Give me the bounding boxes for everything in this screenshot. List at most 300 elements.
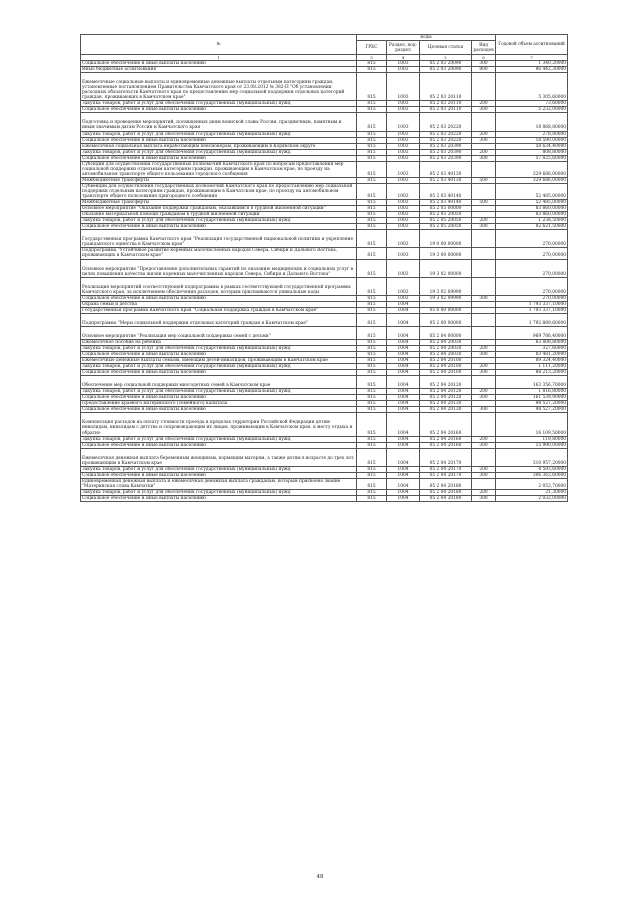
row-expense-type: 300 (472, 395, 496, 401)
table-row (81, 277, 568, 295)
row-grbs: 815 (357, 113, 387, 131)
row-amount: 5 305,60000 (496, 73, 568, 101)
row-grbs: 815 (357, 149, 387, 155)
header-total: Годовой объем ассигнований (496, 35, 568, 55)
row-expense-type: 500 (472, 177, 496, 183)
row-grbs: 815 (357, 277, 387, 295)
row-razdel: 1003 (387, 101, 420, 107)
row-name: Социальное обеспечение и иные выплаты населению (81, 107, 357, 113)
row-target-article: 05 2 04 20130 (420, 401, 472, 407)
row-amount: 1 816,80000 (496, 389, 568, 395)
table-row (81, 478, 568, 489)
index-cell: 4 (387, 55, 420, 61)
row-name: Субсидии для осуществления государственных полномочий Камчатского края по вопросам предоставления мер социальной поддержки отдельным категориям граждан, проживающим в Камчатском крае, по проезду на автомобильном транспорте общего пользования городского сообщения (81, 161, 357, 177)
row-razdel: 1004 (387, 496, 420, 502)
row-amount: 1 792 889,60000 (496, 313, 568, 326)
row-target-article: 05 2 04 20160 (420, 413, 472, 436)
row-target-article: 05 2 03 40140 (420, 200, 472, 206)
row-razdel: 1004 (387, 442, 420, 448)
row-target-article: 05 2 04 20180 (420, 489, 472, 495)
row-expense-type (472, 183, 496, 199)
row-name: Социальное обеспечение и иные выплаты населению (81, 395, 357, 401)
row-name: Социальное обеспечение и иные выплаты населению (81, 370, 357, 376)
row-target-article: 05 2 03 20110 (420, 101, 472, 107)
row-target-article: 05 2 05 20050 (420, 218, 472, 224)
row-razdel: 1003 (387, 206, 420, 212)
row-grbs: 815 (357, 339, 387, 345)
row-amount: 163 356,70000 (496, 376, 568, 389)
row-amount: 21,30000 (496, 489, 568, 495)
row-name: Основное мероприятие "Реализация мер социальной поддержки семей с детьми" (81, 326, 357, 339)
row-expense-type (472, 313, 496, 326)
row-name: Социальное обеспечение и иные выплаты населению (81, 137, 357, 143)
row-grbs: 815 (357, 313, 387, 326)
row-target-article: 05 2 04 00000 (420, 326, 472, 339)
row-razdel: 1004 (387, 489, 420, 495)
row-name: Ежемесячная социальная выплата неработающим пенсионерам, проживающим в Корякском округе (81, 143, 357, 149)
row-amount: 73,60000 (496, 101, 568, 107)
row-amount: 969 786,40000 (496, 326, 568, 339)
row-razdel: 1004 (387, 301, 420, 307)
table-row (81, 448, 568, 466)
row-expense-type (472, 230, 496, 248)
row-amount: 1 111,20000 (496, 364, 568, 370)
row-name: Государственная программа Камчатского края "Реализация государственной национальной политики и укрепление гражданского единства в Камчатском крае" (81, 230, 357, 248)
row-amount: 270,00000 (496, 277, 568, 295)
row-grbs: 815 (357, 61, 387, 67)
table-row (81, 496, 568, 502)
table-row (81, 161, 568, 177)
row-grbs: 815 (357, 295, 387, 301)
row-razdel: 1003 (387, 73, 420, 101)
row-amount: 2 032,00000 (496, 496, 568, 502)
row-razdel: 1004 (387, 401, 420, 407)
row-razdel: 1003 (387, 218, 420, 224)
row-grbs: 815 (357, 395, 387, 401)
index-cell: 5 (420, 55, 472, 61)
row-razdel: 1003 (387, 224, 420, 230)
row-amount: 16 109,50000 (496, 413, 568, 436)
row-amount: 98 527,20000 (496, 401, 568, 407)
row-amount: 83 860,00000 (496, 212, 568, 218)
row-grbs: 815 (357, 206, 387, 212)
row-name: Предоставление краевого материнского (семейного) капитала (81, 401, 357, 407)
row-grbs: 815 (357, 407, 387, 413)
table-row (81, 376, 568, 389)
row-expense-type: 200 (472, 489, 496, 495)
row-razdel: 1004 (387, 472, 420, 478)
row-name: Социальное обеспечение и иные выплаты населению (81, 352, 357, 358)
table-body (81, 61, 568, 502)
row-amount: 4 593,60000 (496, 466, 568, 472)
index-cell: 3 (357, 55, 387, 61)
row-razdel: 1003 (387, 248, 420, 259)
row-expense-type: 300 (472, 407, 496, 413)
row-razdel: 1004 (387, 478, 420, 489)
row-razdel: 1003 (387, 177, 420, 183)
row-target-article: 05 2 03 20390 (420, 143, 472, 149)
row-target-article: 05 2 04 20180 (420, 496, 472, 502)
row-razdel: 1003 (387, 183, 420, 199)
table-row (81, 230, 568, 248)
row-razdel: 1003 (387, 161, 420, 177)
row-amount: 1 340,20000 (496, 61, 568, 67)
row-razdel: 1004 (387, 370, 420, 376)
row-expense-type: 300 (472, 496, 496, 502)
row-name: Закупка товаров, работ и услуг для обеспечения государственных (муниципальных) нужд (81, 389, 357, 395)
page-number: 48 (316, 874, 324, 880)
row-name: Закупка товаров, работ и услуг для обеспечения государственных (муниципальных) нужд (81, 364, 357, 370)
row-name: Обеспечение мер социальной поддержки многодетных семей в Камчатском крае (81, 376, 357, 389)
row-grbs: 815 (357, 358, 387, 364)
row-amount: 327,60000 (496, 345, 568, 351)
row-expense-type (472, 413, 496, 436)
row-target-article: 05 2 03 20390 (420, 155, 472, 161)
row-amount: 57 825,60000 (496, 155, 568, 161)
row-amount: 329 686,00000 (496, 161, 568, 177)
row-name: Компенсация расходов на оплату стоимости проезда в пределах территории Российской Федерации детям-инвалидам, инвалидам с детства и сопровождающим их лицам, проживающим в Камчатском крае, к месту отдыха и обратно (81, 413, 357, 436)
row-target-article: 05 2 00 00000 (420, 313, 472, 326)
row-target-article: 05 2 04 20170 (420, 472, 472, 478)
row-expense-type (472, 248, 496, 259)
row-expense-type: 300 (472, 61, 496, 67)
row-razdel: 1004 (387, 358, 420, 364)
budget-table (80, 34, 568, 502)
row-target-article: 05 2 04 20120 (420, 389, 472, 395)
row-name: Подготовка и проведение мероприятий, посвященных дням воинской славы России, праздничным, памятным и иным значимым датам России и Камчатского края (81, 113, 357, 131)
row-name: Закупка товаров, работ и услуг для обеспечения государственных (муниципальных) нужд (81, 345, 357, 351)
row-expense-type: 200 (472, 364, 496, 370)
row-razdel: 1003 (387, 212, 420, 218)
row-name: Социальное обеспечение и иные выплаты населению (81, 472, 357, 478)
row-expense-type: 200 (472, 389, 496, 395)
row-grbs: 815 (357, 161, 387, 177)
row-razdel: 1003 (387, 295, 420, 301)
row-grbs: 815 (357, 345, 387, 351)
row-expense-type: 200 (472, 345, 496, 351)
row-target-article: 05 2 04 20100 (420, 364, 472, 370)
row-target-article: 05 2 03 20090 (420, 61, 472, 67)
row-grbs: 815 (357, 301, 387, 307)
row-expense-type (472, 73, 496, 101)
row-grbs: 815 (357, 466, 387, 472)
row-expense-type: 300 (472, 370, 496, 376)
table-row (81, 259, 568, 277)
row-target-article: 05 2 03 20110 (420, 107, 472, 113)
row-grbs: 815 (357, 401, 387, 407)
row-amount: 83 481,20000 (496, 352, 568, 358)
row-name: Ежемесячное пособие на ребенка (81, 339, 357, 345)
row-expense-type: 200 (472, 436, 496, 442)
row-name: Социальное обеспечение и иные выплаты населению (81, 442, 357, 448)
row-target-article: 05 0 00 00000 (420, 307, 472, 313)
row-razdel: 1004 (387, 436, 420, 442)
row-name: Реализация мероприятий соответствующей подпрограммы в рамках соответствующей государственной программы Камчатского края, за исключением обеспечения расходов, которым присваиваются уникальные коды (81, 277, 357, 295)
row-target-article: 05 2 03 20220 (420, 137, 472, 143)
row-expense-type: 200 (472, 101, 496, 107)
row-grbs: 815 (357, 107, 387, 113)
row-name: Закупка товаров, работ и услуг для обеспечения государственных (муниципальных) нужд (81, 466, 357, 472)
row-grbs: 815 (357, 230, 387, 248)
row-razdel: 1004 (387, 448, 420, 466)
row-grbs: 815 (357, 352, 387, 358)
row-name: Межбюджетные трансферты (81, 177, 357, 183)
row-target-article: 05 2 04 20100 (420, 358, 472, 364)
row-target-article: 19 3 02 00000 (420, 259, 472, 277)
row-expense-type (472, 161, 496, 177)
index-cell: 1 (81, 55, 357, 61)
row-amount: 82 621,50000 (496, 224, 568, 230)
row-name: Закупка товаров, работ и услуг для обеспечения государственных (муниципальных) нужд (81, 489, 357, 495)
row-amount: 808,80000 (496, 149, 568, 155)
row-grbs: 815 (357, 436, 387, 442)
row-expense-type: 300 (472, 442, 496, 448)
row-target-article: 05 2 04 20030 (420, 345, 472, 351)
header-grbs: ГРБС (357, 41, 387, 55)
row-amount: 306 363,60000 (496, 472, 568, 478)
row-razdel: 1003 (387, 277, 420, 295)
row-name: Закупка товаров, работ и услуг для обеспечения государственных (муниципальных) нужд (81, 436, 357, 442)
row-grbs: 815 (357, 376, 387, 389)
row-target-article: 05 2 04 20160 (420, 442, 472, 448)
row-expense-type (472, 448, 496, 466)
row-target-article: 05 2 03 20090 (420, 67, 472, 73)
row-grbs: 815 (357, 370, 387, 376)
row-amount: 86 442,30000 (496, 67, 568, 73)
row-amount: 5 232,00000 (496, 107, 568, 113)
row-grbs: 815 (357, 478, 387, 489)
table-row (81, 73, 568, 101)
row-target-article: 19 3 02 09990 (420, 295, 472, 301)
row-razdel: 1003 (387, 230, 420, 248)
row-expense-type: 200 (472, 149, 496, 155)
row-expense-type (472, 277, 496, 295)
row-amount: 270,00000 (496, 295, 568, 301)
row-target-article: 05 2 03 20110 (420, 73, 472, 101)
row-expense-type: 500 (472, 200, 496, 206)
row-name: Социальное обеспечение и иные выплаты населению (81, 155, 357, 161)
row-amount: 18 590,00000 (496, 137, 568, 143)
row-name: Государственная программа Камчатского края "Социальная поддержка граждан в Камчатском крае" (81, 307, 357, 313)
row-target-article: 05 2 04 20030 (420, 352, 472, 358)
row-grbs: 815 (357, 137, 387, 143)
row-name: Межбюджетные трансферты (81, 200, 357, 206)
row-expense-type: 300 (472, 224, 496, 230)
row-razdel: 1004 (387, 376, 420, 389)
row-name: Основное мероприятие "Оказание поддержки гражданам, оказавшимся в трудной жизненной ситуации" (81, 206, 357, 212)
table-row (81, 183, 568, 199)
row-target-article: 19 0 00 00000 (420, 230, 472, 248)
row-target-article: 05 2 05 20050 (420, 212, 472, 218)
row-razdel: 1003 (387, 259, 420, 277)
row-target-article: 05 2 03 40130 (420, 161, 472, 177)
row-name: Оказание материальной помощи гражданам в трудной жизненной ситуации (81, 212, 357, 218)
row-expense-type: 300 (472, 472, 496, 478)
row-razdel: 1004 (387, 407, 420, 413)
row-razdel: 1003 (387, 113, 420, 131)
table-row (81, 326, 568, 339)
row-amount: 161 539,90000 (496, 395, 568, 401)
row-target-article: 19 3 02 09990 (420, 277, 472, 295)
row-target-article: 05 2 04 20120 (420, 395, 472, 401)
row-amount: 52 485,00000 (496, 200, 568, 206)
row-name: Социальное обеспечение и иные выплаты населению (81, 295, 357, 301)
row-expense-type: 200 (472, 466, 496, 472)
table-row (81, 313, 568, 326)
row-target-article: 05 2 04 20030 (420, 339, 472, 345)
row-amount: 98 527,20000 (496, 407, 568, 413)
row-expense-type (472, 376, 496, 389)
row-razdel: 1004 (387, 389, 420, 395)
row-name: Ежемесячные социальные выплаты и единовременные денежные выплаты отдельным категориям граждан, установленные постановлением Правительства Камчатского края от 23.08.2012 № 382-П "Об установлении расходных обязательств Камчатского края по предоставлению мер социальной поддержки отдельных категорий граждан, проживающих в Камчатском крае" (81, 73, 357, 101)
row-razdel: 1003 (387, 137, 420, 143)
row-grbs: 815 (357, 73, 387, 101)
header-number: № (81, 35, 357, 55)
row-target-article: 05 2 03 20220 (420, 113, 472, 131)
row-name: Подпрограмма "Устойчивое развитие коренных малочисленных народов Севера, Сибири и Дальнего Востока, проживающих в Камчатском крае" (81, 248, 357, 259)
row-target-article: 05 2 03 20390 (420, 149, 472, 155)
row-amount: 329 686,00000 (496, 177, 568, 183)
row-expense-type: 200 (472, 218, 496, 224)
row-expense-type: 200 (472, 131, 496, 137)
row-target-article: 05 2 04 20170 (420, 448, 472, 466)
header-codes: коды (357, 35, 496, 41)
row-grbs: 815 (357, 143, 387, 149)
row-grbs: 815 (357, 218, 387, 224)
row-expense-type: 300 (472, 155, 496, 161)
row-grbs: 815 (357, 200, 387, 206)
row-expense-type (472, 478, 496, 489)
row-target-article: 05 2 05 00000 (420, 206, 472, 212)
row-amount: 18 868,80000 (496, 113, 568, 131)
row-razdel: 1003 (387, 200, 420, 206)
row-razdel: 1003 (387, 143, 420, 149)
row-razdel: 1004 (387, 326, 420, 339)
row-amount: 119,80000 (496, 436, 568, 442)
row-amount: 88 213,20000 (496, 370, 568, 376)
row-amount: 52 485,00000 (496, 183, 568, 199)
row-amount: 278,80000 (496, 131, 568, 137)
row-name: Иные бюджетные ассигнования (81, 67, 357, 73)
row-expense-type: 300 (472, 107, 496, 113)
header-target-article: Целевая статья (420, 41, 472, 55)
row-amount: 83 860,00000 (496, 206, 568, 212)
row-amount: 2 053,70000 (496, 478, 568, 489)
row-razdel: 1003 (387, 155, 420, 161)
row-grbs: 815 (357, 413, 387, 436)
row-name: Социальное обеспечение и иные выплаты населению (81, 224, 357, 230)
row-razdel: 1003 (387, 107, 420, 113)
row-grbs: 815 (357, 248, 387, 259)
row-amount: 1 238,50000 (496, 218, 568, 224)
row-grbs: 815 (357, 131, 387, 137)
row-amount: 58 634,40000 (496, 143, 568, 149)
row-name: Закупка товаров, работ и услуг для обеспечения государственных (муниципальных) нужд (81, 131, 357, 137)
row-name: Социальное обеспечение и иные выплаты населению (81, 496, 357, 502)
row-razdel: 1004 (387, 395, 420, 401)
row-name: Закупка товаров, работ и услуг для обеспечения государственных (муниципальных) нужд (81, 101, 357, 107)
header-expense-type: Вид расходов (473, 42, 494, 53)
row-expense-type: 300 (472, 137, 496, 143)
row-razdel: 1003 (387, 149, 420, 155)
table-row (81, 413, 568, 436)
row-grbs: 815 (357, 472, 387, 478)
row-amount: 1 793 337,10000 (496, 307, 568, 313)
row-name: Единовременная денежная выплата и ежемесячная денежная выплата гражданам, которым присвоено звание "Материнская слава Камчатки" (81, 478, 357, 489)
row-name: Охрана семьи и детства (81, 301, 357, 307)
row-target-article: 05 2 03 40140 (420, 183, 472, 199)
row-target-article: 05 2 04 20120 (420, 376, 472, 389)
row-razdel: 1004 (387, 307, 420, 313)
row-grbs: 815 (357, 389, 387, 395)
row-grbs: 815 (357, 442, 387, 448)
row-razdel: 1004 (387, 345, 420, 351)
row-grbs: 815 (357, 259, 387, 277)
row-amount: 270,00000 (496, 248, 568, 259)
row-name: Ежемесячная денежная выплата беременным женщинам, кормящим матерям, а также детям в возрасте до трех лет, проживающим в Камчатском крае (81, 448, 357, 466)
row-amount: 270,00000 (496, 259, 568, 277)
row-name: Ежемесячные денежные выплаты семьям, имеющим детей-инвалидов, проживающим в Камчатском крае (81, 358, 357, 364)
row-target-article: 05 2 04 20130 (420, 407, 472, 413)
table-row (81, 113, 568, 131)
row-razdel: 1004 (387, 413, 420, 436)
row-name: Социальное обеспечение и иные выплаты населению (81, 407, 357, 413)
index-cell: 6 (472, 55, 496, 61)
row-grbs: 815 (357, 212, 387, 218)
row-target-article: 05 2 04 20160 (420, 436, 472, 442)
row-razdel: 1004 (387, 313, 420, 326)
row-amount: 89 324,40000 (496, 358, 568, 364)
row-target-article: 19 3 00 00000 (420, 248, 472, 259)
row-name: Подпрограмма "Меры социальной поддержки отдельных категорий граждан в Камчатском крае" (81, 313, 357, 326)
row-name: Субвенции для осуществления государственных полномочий Камчатского края по предоставлению мер социальной поддержки отдельным категориям граждан, проживающим в Камчатском крае, по проезду на автомобильном транспорте общего пользования пригородного сообщения (81, 183, 357, 199)
row-target-article: 05 2 03 20220 (420, 131, 472, 137)
row-grbs: 815 (357, 326, 387, 339)
row-name: Закупка товаров, работ и услуг для обеспечения государственных (муниципальных) нужд (81, 149, 357, 155)
row-razdel: 1004 (387, 352, 420, 358)
row-grbs: 815 (357, 448, 387, 466)
table-row (81, 248, 568, 259)
document-page (80, 34, 567, 502)
row-name: Основное мероприятие "Предоставление дополнительных гарантий по оказанию медицинских и социальных услуг в целях повышения качества жизни коренных малочисленных народов Севера, Сибири и Дальнего Востока" (81, 259, 357, 277)
row-grbs: 815 (357, 67, 387, 73)
row-grbs: 815 (357, 177, 387, 183)
row-name: Социальное обеспечение и иные выплаты населению (81, 61, 357, 67)
row-grbs: 815 (357, 155, 387, 161)
row-grbs: 815 (357, 307, 387, 313)
row-target-article: 05 2 04 20100 (420, 370, 472, 376)
row-target-article: 05 2 05 20050 (420, 224, 472, 230)
row-razdel: 1003 (387, 131, 420, 137)
row-grbs: 815 (357, 101, 387, 107)
row-expense-type (472, 113, 496, 131)
row-amount: 1 793 337,10000 (496, 301, 568, 307)
row-grbs: 815 (357, 183, 387, 199)
row-razdel: 1003 (387, 61, 420, 67)
row-grbs: 815 (357, 496, 387, 502)
index-cell: 7 (496, 55, 568, 61)
row-expense-type: 800 (472, 67, 496, 73)
row-grbs: 815 (357, 489, 387, 495)
row-target-article: 05 2 03 40130 (420, 177, 472, 183)
header-razdel: Раздел, под-раздел (387, 41, 420, 55)
row-name: Закупка товаров, работ и услуг для обеспечения государственных (муниципальных) нужд (81, 218, 357, 224)
row-expense-type: 300 (472, 352, 496, 358)
row-amount: 83 808,80000 (496, 339, 568, 345)
row-razdel: 1004 (387, 466, 420, 472)
row-expense-type: 300 (472, 295, 496, 301)
row-razdel: 1003 (387, 67, 420, 73)
